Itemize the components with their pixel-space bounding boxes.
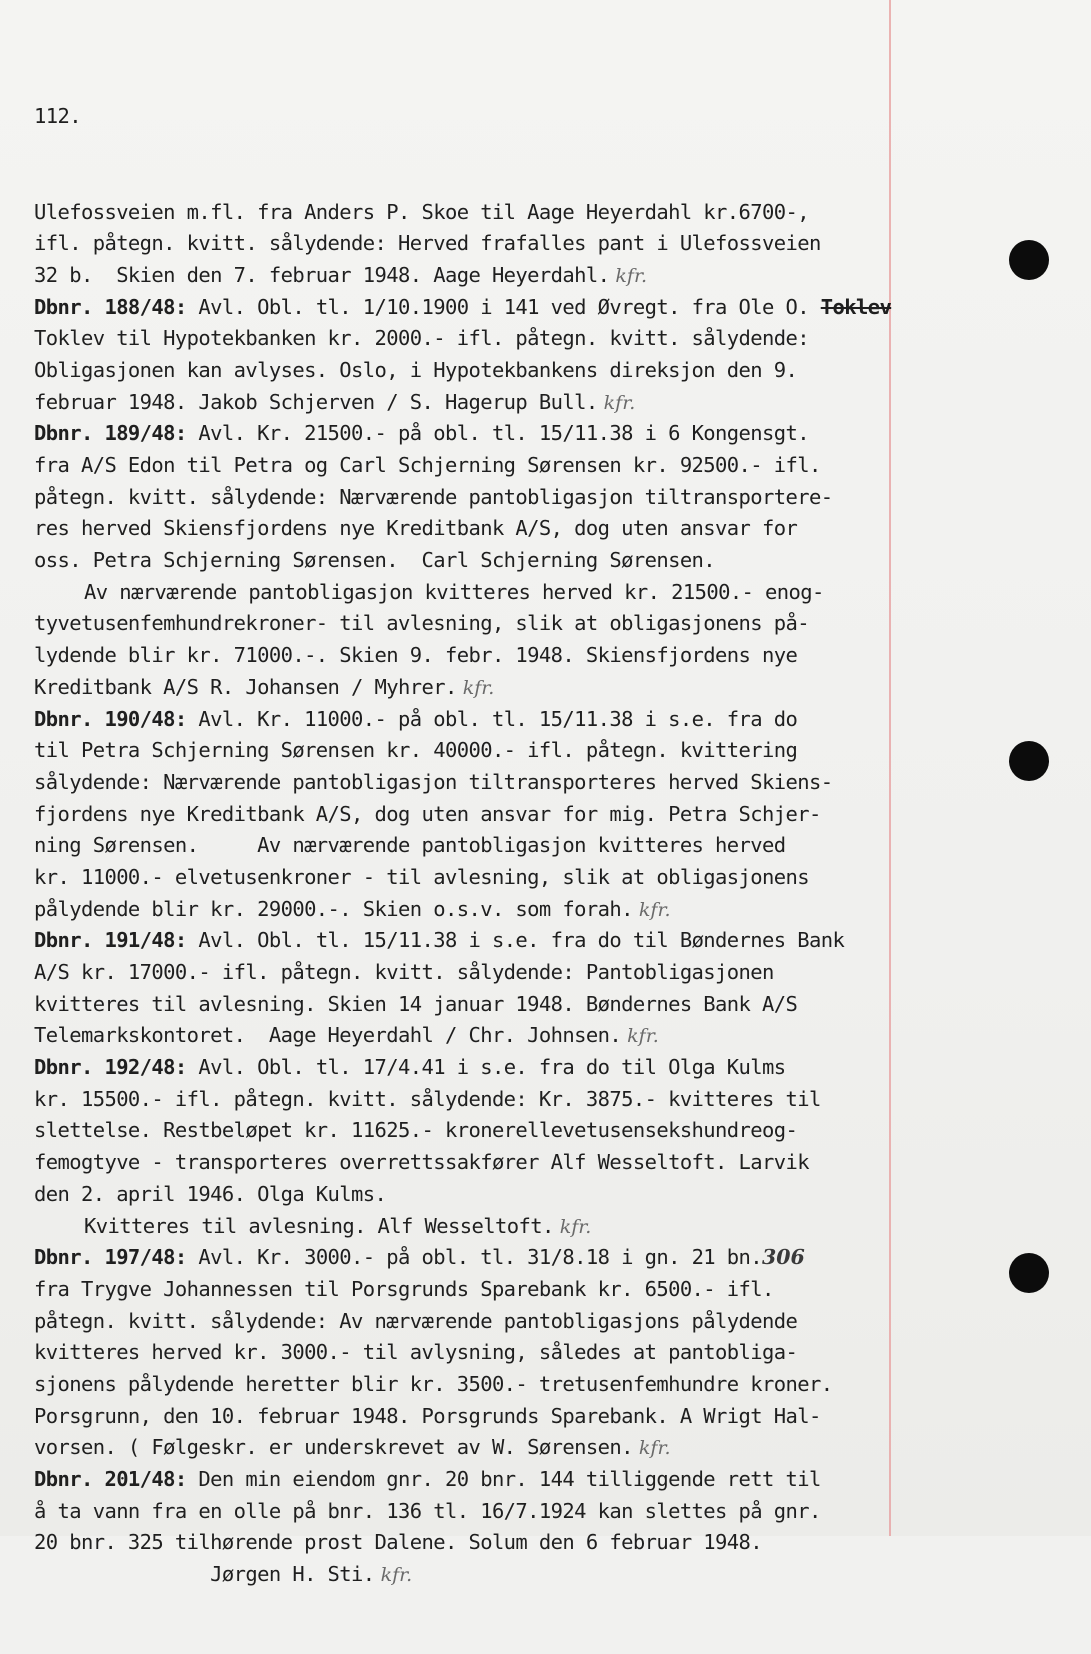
- text-line: [34, 1115, 924, 1147]
- entry-first-line: [34, 1052, 924, 1084]
- punch-hole: [1009, 741, 1049, 781]
- text-line: [34, 482, 924, 514]
- line-text: slettelse. Restbeløpet kr. 11625.- kronerellevetusensekshundreog-: [34, 1118, 798, 1143]
- text-line: [34, 640, 924, 672]
- line-text: fra Trygve Johannessen til Porsgrunds Sparebank kr. 6500.- ifl.: [34, 1276, 774, 1301]
- page-number: 112.: [34, 104, 81, 129]
- text-line: [34, 672, 924, 704]
- text-line: [34, 1559, 924, 1591]
- text-line: [34, 1020, 924, 1052]
- entry-first-line: [34, 925, 924, 957]
- text-line: [34, 957, 924, 989]
- text-line: [34, 1211, 924, 1243]
- line-text: femogtyve - transporteres overrettssakfører Alf Wesseltoft. Larvik: [34, 1150, 809, 1175]
- line-text: kr. 15500.- ifl. påtegn. kvitt. sålydende: Kr. 3875.- kvitteres til: [34, 1086, 821, 1111]
- line-text: kvitteres herved kr. 3000.- til avlysning, således at pantobliga-: [34, 1340, 798, 1365]
- text-line: [34, 197, 924, 229]
- line-text: ning Sørensen. Av nærværende pantobligasjon kvitteres herved: [34, 833, 786, 858]
- line-text: 20 bnr. 325 tilhørende prost Dalene. Solum den 6 februar 1948.: [34, 1530, 763, 1555]
- text-line: [34, 1306, 924, 1338]
- line-text: påtegn. kvitt. sålydende: Av nærværende pantobligasjons pålydende: [34, 1308, 798, 1333]
- line-text: Kreditbank A/S R. Johansen / Myhrer.: [34, 674, 457, 699]
- text-line: [34, 1401, 924, 1433]
- text-line: [34, 1147, 924, 1179]
- entry-reference: Dbnr. 192/48:: [34, 1055, 187, 1080]
- entry-first-line: [34, 418, 924, 450]
- line-text: Obligasjonen kan avlyses. Oslo, i Hypotekbankens direksjon den 9.: [34, 357, 798, 382]
- entry-reference: Dbnr. 188/48:: [34, 294, 187, 319]
- text-line: [34, 1369, 924, 1401]
- line-text: Avl. Obl. tl. 1/10.1900 i 141 ved Øvregt. fra Ole O.: [186, 294, 821, 319]
- line-text: Avl. Kr. 11000.- på obl. tl. 15/11.38 i s.e. fra do: [186, 706, 798, 731]
- line-text: februar 1948. Jakob Schjerven / S. Hagerup Bull.: [34, 389, 598, 414]
- line-text: sjonens pålydende heretter blir kr. 3500.- tretusenfemhundre kroner.: [34, 1371, 833, 1396]
- text-line: [34, 545, 924, 577]
- line-text: Kvitteres til avlesning. Alf Wesseltoft.: [84, 1213, 554, 1238]
- entry-reference: Dbnr. 197/48:: [34, 1245, 187, 1270]
- text-line: [34, 989, 924, 1021]
- line-text: Porsgrunn, den 10. februar 1948. Porsgrunds Sparebank. A Wrigt Hal-: [34, 1403, 821, 1428]
- line-text: Den min eiendom gnr. 20 bnr. 144 tilliggende rett til: [186, 1467, 821, 1491]
- text-line: [34, 323, 924, 355]
- text-line: [34, 735, 924, 767]
- line-text: Avl. Kr. 21500.- på obl. tl. 15/11.38 i 6 Kongensgt.: [186, 421, 809, 446]
- text-line: [34, 513, 924, 545]
- line-text: lydende blir kr. 71000.-. Skien 9. febr. 1948. Skiensfjordens nye: [34, 643, 798, 668]
- text-lines: [34, 197, 924, 1591]
- entry-reference: Dbnr. 189/48:: [34, 421, 187, 446]
- text-line: [34, 450, 924, 482]
- line-text: 32 b. Skien den 7. februar 1948. Aage Heyerdahl.: [34, 262, 610, 287]
- struck-word: Toklev: [820, 294, 892, 319]
- document-body: [34, 38, 924, 1654]
- line-text: pålydende blir kr. 29000.-. Skien o.s.v. som forah.: [34, 896, 633, 921]
- text-line: [34, 260, 924, 292]
- line-text: Avl. Kr. 3000.- på obl. tl. 31/8.18 i gn. 21 bn.: [186, 1245, 763, 1270]
- text-line: [34, 1084, 924, 1116]
- punch-hole: [1009, 240, 1049, 280]
- entry-first-line: [34, 704, 924, 736]
- handwritten-initials: kfr.: [609, 264, 647, 287]
- entry-first-line: [34, 1464, 924, 1496]
- line-text: Av nærværende pantobligasjon kvitteres herved kr. 21500.- enog-: [84, 579, 824, 604]
- text-line: [34, 894, 924, 926]
- text-line: [34, 387, 924, 419]
- line-text: Jørgen H. Sti.: [34, 1562, 375, 1587]
- line-text: vorsen. ( Følgeskr. er underskrevet av W. Sørensen.: [34, 1435, 633, 1460]
- text-line: [34, 1274, 924, 1306]
- text-line: [34, 228, 924, 260]
- text-line: [34, 355, 924, 387]
- text-line: [34, 1337, 924, 1369]
- line-text: Avl. Obl. tl. 15/11.38 i s.e. fra do til Bøndernes Bank: [186, 928, 845, 953]
- line-text: ifl. påtegn. kvitt. sålydende: Herved frafalles pant i Ulefossveien: [34, 231, 821, 256]
- handwritten-initials: kfr.: [456, 676, 495, 699]
- entry-reference: Dbnr. 190/48:: [34, 706, 187, 731]
- line-text: sålydende: Nærværende pantobligasjon tiltransporteres herved Skiens-: [34, 769, 833, 794]
- line-text: påtegn. kvitt. sålydende: Nærværende pantobligasjon tiltransportere-: [34, 484, 833, 509]
- handwritten-initials: kfr.: [632, 898, 671, 921]
- handwritten-initials: kfr.: [621, 1025, 659, 1048]
- text-line: [34, 1432, 924, 1464]
- handwritten-number: 306: [762, 1245, 805, 1270]
- text-line: [34, 1527, 924, 1559]
- line-text: fjordens nye Kreditbank A/S, dog uten ansvar for mig. Petra Schjer-: [34, 801, 821, 826]
- handwritten-initials: kfr.: [374, 1564, 413, 1587]
- line-text: kr. 11000.- elvetusenkroner - til avlesning, slik at obligasjonens: [34, 864, 809, 889]
- line-text: Avl. Obl. tl. 17/4.41 i s.e. fra do til Olga Kulms: [186, 1055, 786, 1080]
- entry-reference: Dbnr. 201/48:: [34, 1467, 187, 1491]
- line-text: den 2. april 1946. Olga Kulms.: [34, 1181, 387, 1206]
- line-text: oss. Petra Schjerning Sørensen. Carl Schjerning Sørensen.: [34, 548, 716, 573]
- handwritten-initials: kfr.: [632, 1437, 671, 1460]
- line-text: kvitteres til avlesning. Skien 14 januar 1948. Bøndernes Bank A/S: [34, 991, 798, 1016]
- handwritten-initials: kfr.: [553, 1215, 592, 1238]
- line-text: tyvetusenfemhundrekroner- til avlesning, slik at obligasjonens på-: [34, 611, 809, 636]
- entry-first-line: [34, 1242, 924, 1274]
- line-text: Toklev til Hypotekbanken kr. 2000.- ifl. påtegn. kvitt. sålydende:: [34, 326, 809, 351]
- text-line: [34, 1179, 924, 1211]
- text-line: [34, 1496, 924, 1528]
- line-text: å ta vann fra en olle på bnr. 136 tl. 16/7.1924 kan slettes på gnr.: [34, 1498, 821, 1523]
- line-text: res herved Skiensfjordens nye Kreditbank A/S, dog uten ansvar for: [34, 516, 798, 541]
- line-text: Telemarkskontoret. Aage Heyerdahl / Chr. Johnsen.: [34, 1023, 622, 1048]
- text-line: [34, 608, 924, 640]
- line-text: Ulefossveien m.fl. fra Anders P. Skoe til Aage Heyerdahl kr.6700-,: [34, 199, 809, 224]
- line-text: A/S kr. 17000.- ifl. påtegn. kvitt. sålydende: Pantobligasjonen: [34, 960, 774, 984]
- handwritten-initials: kfr.: [597, 391, 636, 414]
- entry-first-line: [34, 292, 924, 324]
- entry-reference: Dbnr. 191/48:: [34, 928, 187, 953]
- text-line: [34, 830, 924, 862]
- text-line: [34, 799, 924, 831]
- text-line: [34, 862, 924, 894]
- punch-hole: [1009, 1253, 1049, 1293]
- line-text: til Petra Schjerning Sørensen kr. 40000.- ifl. påtegn. kvittering: [34, 738, 798, 763]
- text-line: [34, 767, 924, 799]
- text-line: [34, 577, 924, 609]
- line-text: fra A/S Edon til Petra og Carl Schjerning Sørensen kr. 92500.- ifl.: [34, 453, 821, 477]
